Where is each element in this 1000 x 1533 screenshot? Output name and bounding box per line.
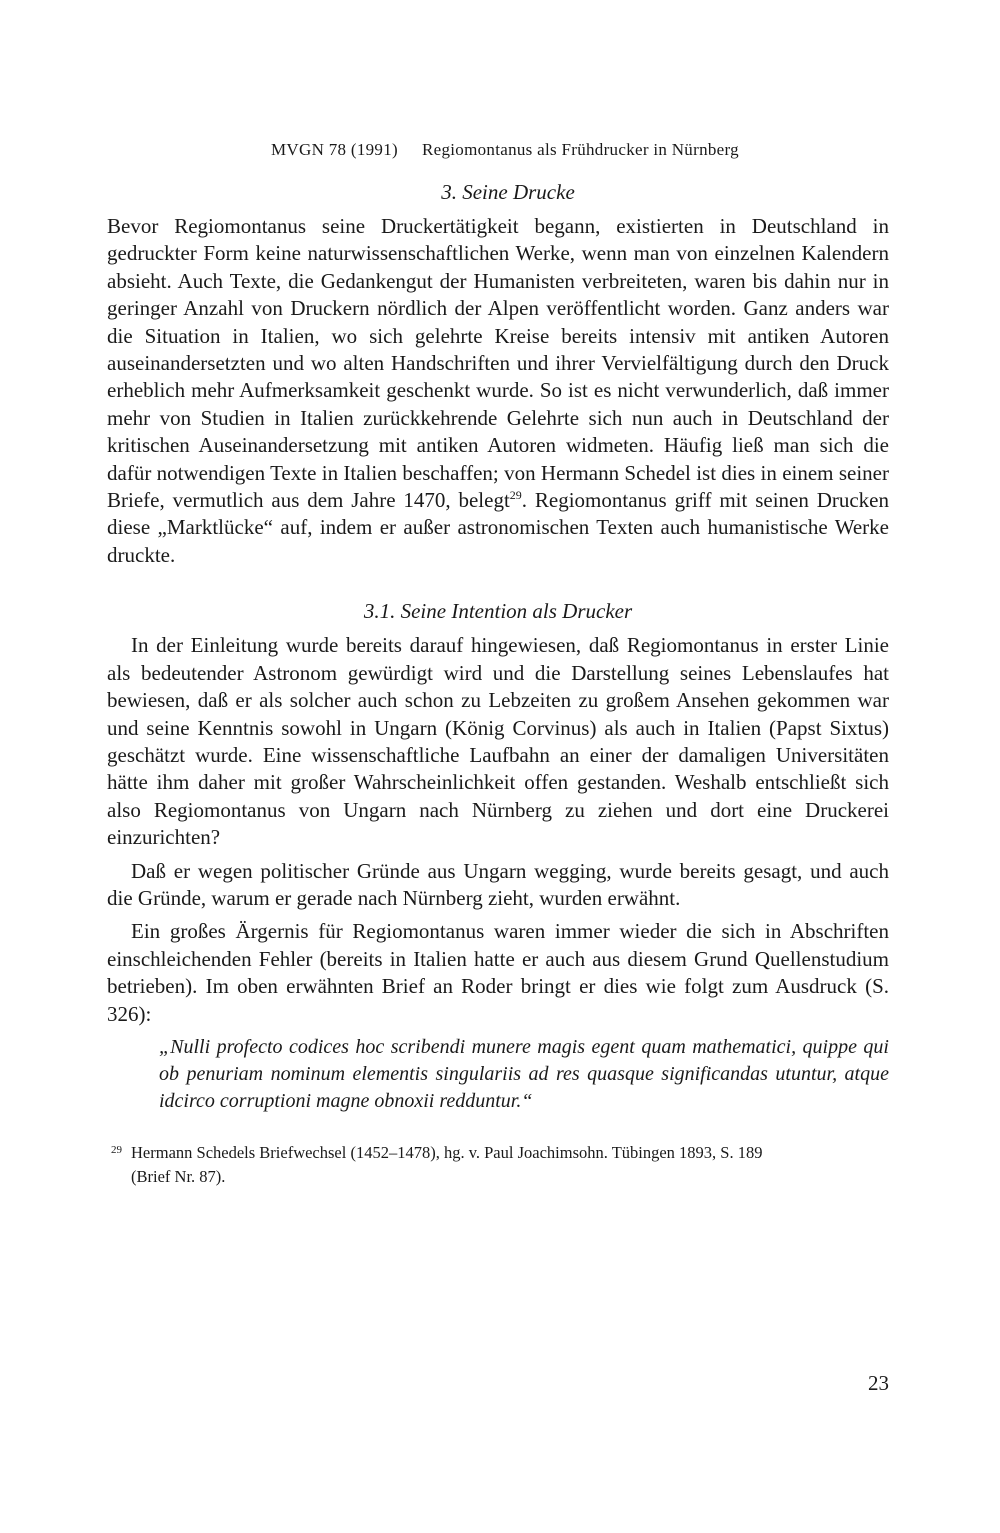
paragraph-text-part1: Bevor Regiomontanus seine Druckertätigkeit begann, existierten in Deutschland in gedruckter Form keine naturwissenschaftlichen Werke, wenn man von einzelnen Kalendern absieht. Auch Texte, die Gedankengut der Humanisten verbreiteten, waren bis dahin nur in geringer Anzahl von Druckern nördlich der Alpen veröffentlicht worden. Ganz anders war die Situation in Italien, wo sich gelehrte Kreise bereits intensiv mit antiken Autoren auseinandersetzten und wo alten Handschriften und ihrer Vervielfältigung durch den Druck erheblich mehr Aufmerksamkeit geschenkt wurde. So ist es nicht verwunderlich, daß immer mehr von Studien in Italien zurückkehrende Gelehrte sich nun auch in Deutschland der kritischen Auseinandersetzung mit antiken Autoren widmeten. Häufig ließ man sich die dafür notwendigen Texte in Italien beschaffen; von Hermann Schedel ist dies in einem seiner Briefe, vermutlich aus dem Jahre 1470, belegt bbox=[107, 214, 889, 513]
footnote bbox=[107, 1141, 889, 1189]
subsection-paragraph-3: Ein großes Ärgernis für Regiomontanus waren immer wieder die sich in Abschriften einschleichenden Fehler (bereits in Italien hatte er auch aus diesem Grund Quellenstudium betrieben). Im oben erwähnten Brief an Roder bringt er dies wie folgt zum Ausdruck (S. 326): bbox=[107, 919, 889, 1026]
page-number: 23 bbox=[868, 1371, 889, 1395]
running-header bbox=[121, 140, 889, 160]
subsection-heading: 3.1. Seine Intention als Drucker bbox=[363, 599, 633, 624]
footnote-mark: 29 bbox=[111, 1143, 122, 1156]
paragraph-text-part2: . Regiomontanus griff mit seinen Drucken diese „Marktlücke“ auf, indem er außer astronomischen Texten auch humanistische Werke druckte. bbox=[107, 488, 889, 567]
running-title: Regiomontanus als Frühdrucker in Nürnberg bbox=[421, 140, 739, 159]
journal-reference: MVGN 78 (1991) bbox=[271, 140, 398, 159]
footnote-text-line1: Hermann Schedels Briefwechsel (1452–1478), hg. v. Paul Joachimsohn. Tübingen 1893, S. 189 bbox=[131, 1142, 763, 1162]
page-body bbox=[107, 140, 889, 1189]
footnote-text-line2: (Brief Nr. 87). bbox=[131, 1166, 226, 1186]
section-paragraph bbox=[107, 213, 889, 569]
subsection-paragraph-2: Daß er wegen politischer Gründe aus Ungarn wegging, wurde bereits gesagt, und auch die Gründe, warum er gerade nach Nürnberg zieht, wurden erwähnt. bbox=[107, 858, 889, 910]
footnote-reference[interactable]: 29 bbox=[509, 488, 522, 503]
section-heading: 3. Seine Drucke bbox=[441, 180, 575, 204]
latin-quote: „Nulli profecto codices hoc scribendi munere magis egent quam mathematici, quippe qui ob penuriam nominum elementis singulariis ad res quasque significandas utuntur, atque idcirco corruptioni magne obnoxii redduntur.“ bbox=[159, 1035, 889, 1112]
subsection-paragraph-1: In der Einleitung wurde bereits darauf hingewiesen, daß Regiomontanus in erster Linie als bedeutender Astronom gewürdigt wird und die Darstellung seines Lebenslaufes hat bewiesen, daß er als solcher auch schon zu Lebzeiten zu großem Ansehen gekommen war und seine Kenntnis sowohl in Ungarn (König Corvinus) als auch in Italien (Papst Sixtus) geschätzt wurde. Eine wissenschaftliche Laufbahn an einer der damaligen Universitäten hätte ihm daher mit großer Wahrscheinlichkeit offen gestanden. Weshalb entschließt sich also Regiomontanus von Ungarn nach Nürnberg zu ziehen und dort eine Druckerei einzurichten? bbox=[107, 633, 889, 850]
